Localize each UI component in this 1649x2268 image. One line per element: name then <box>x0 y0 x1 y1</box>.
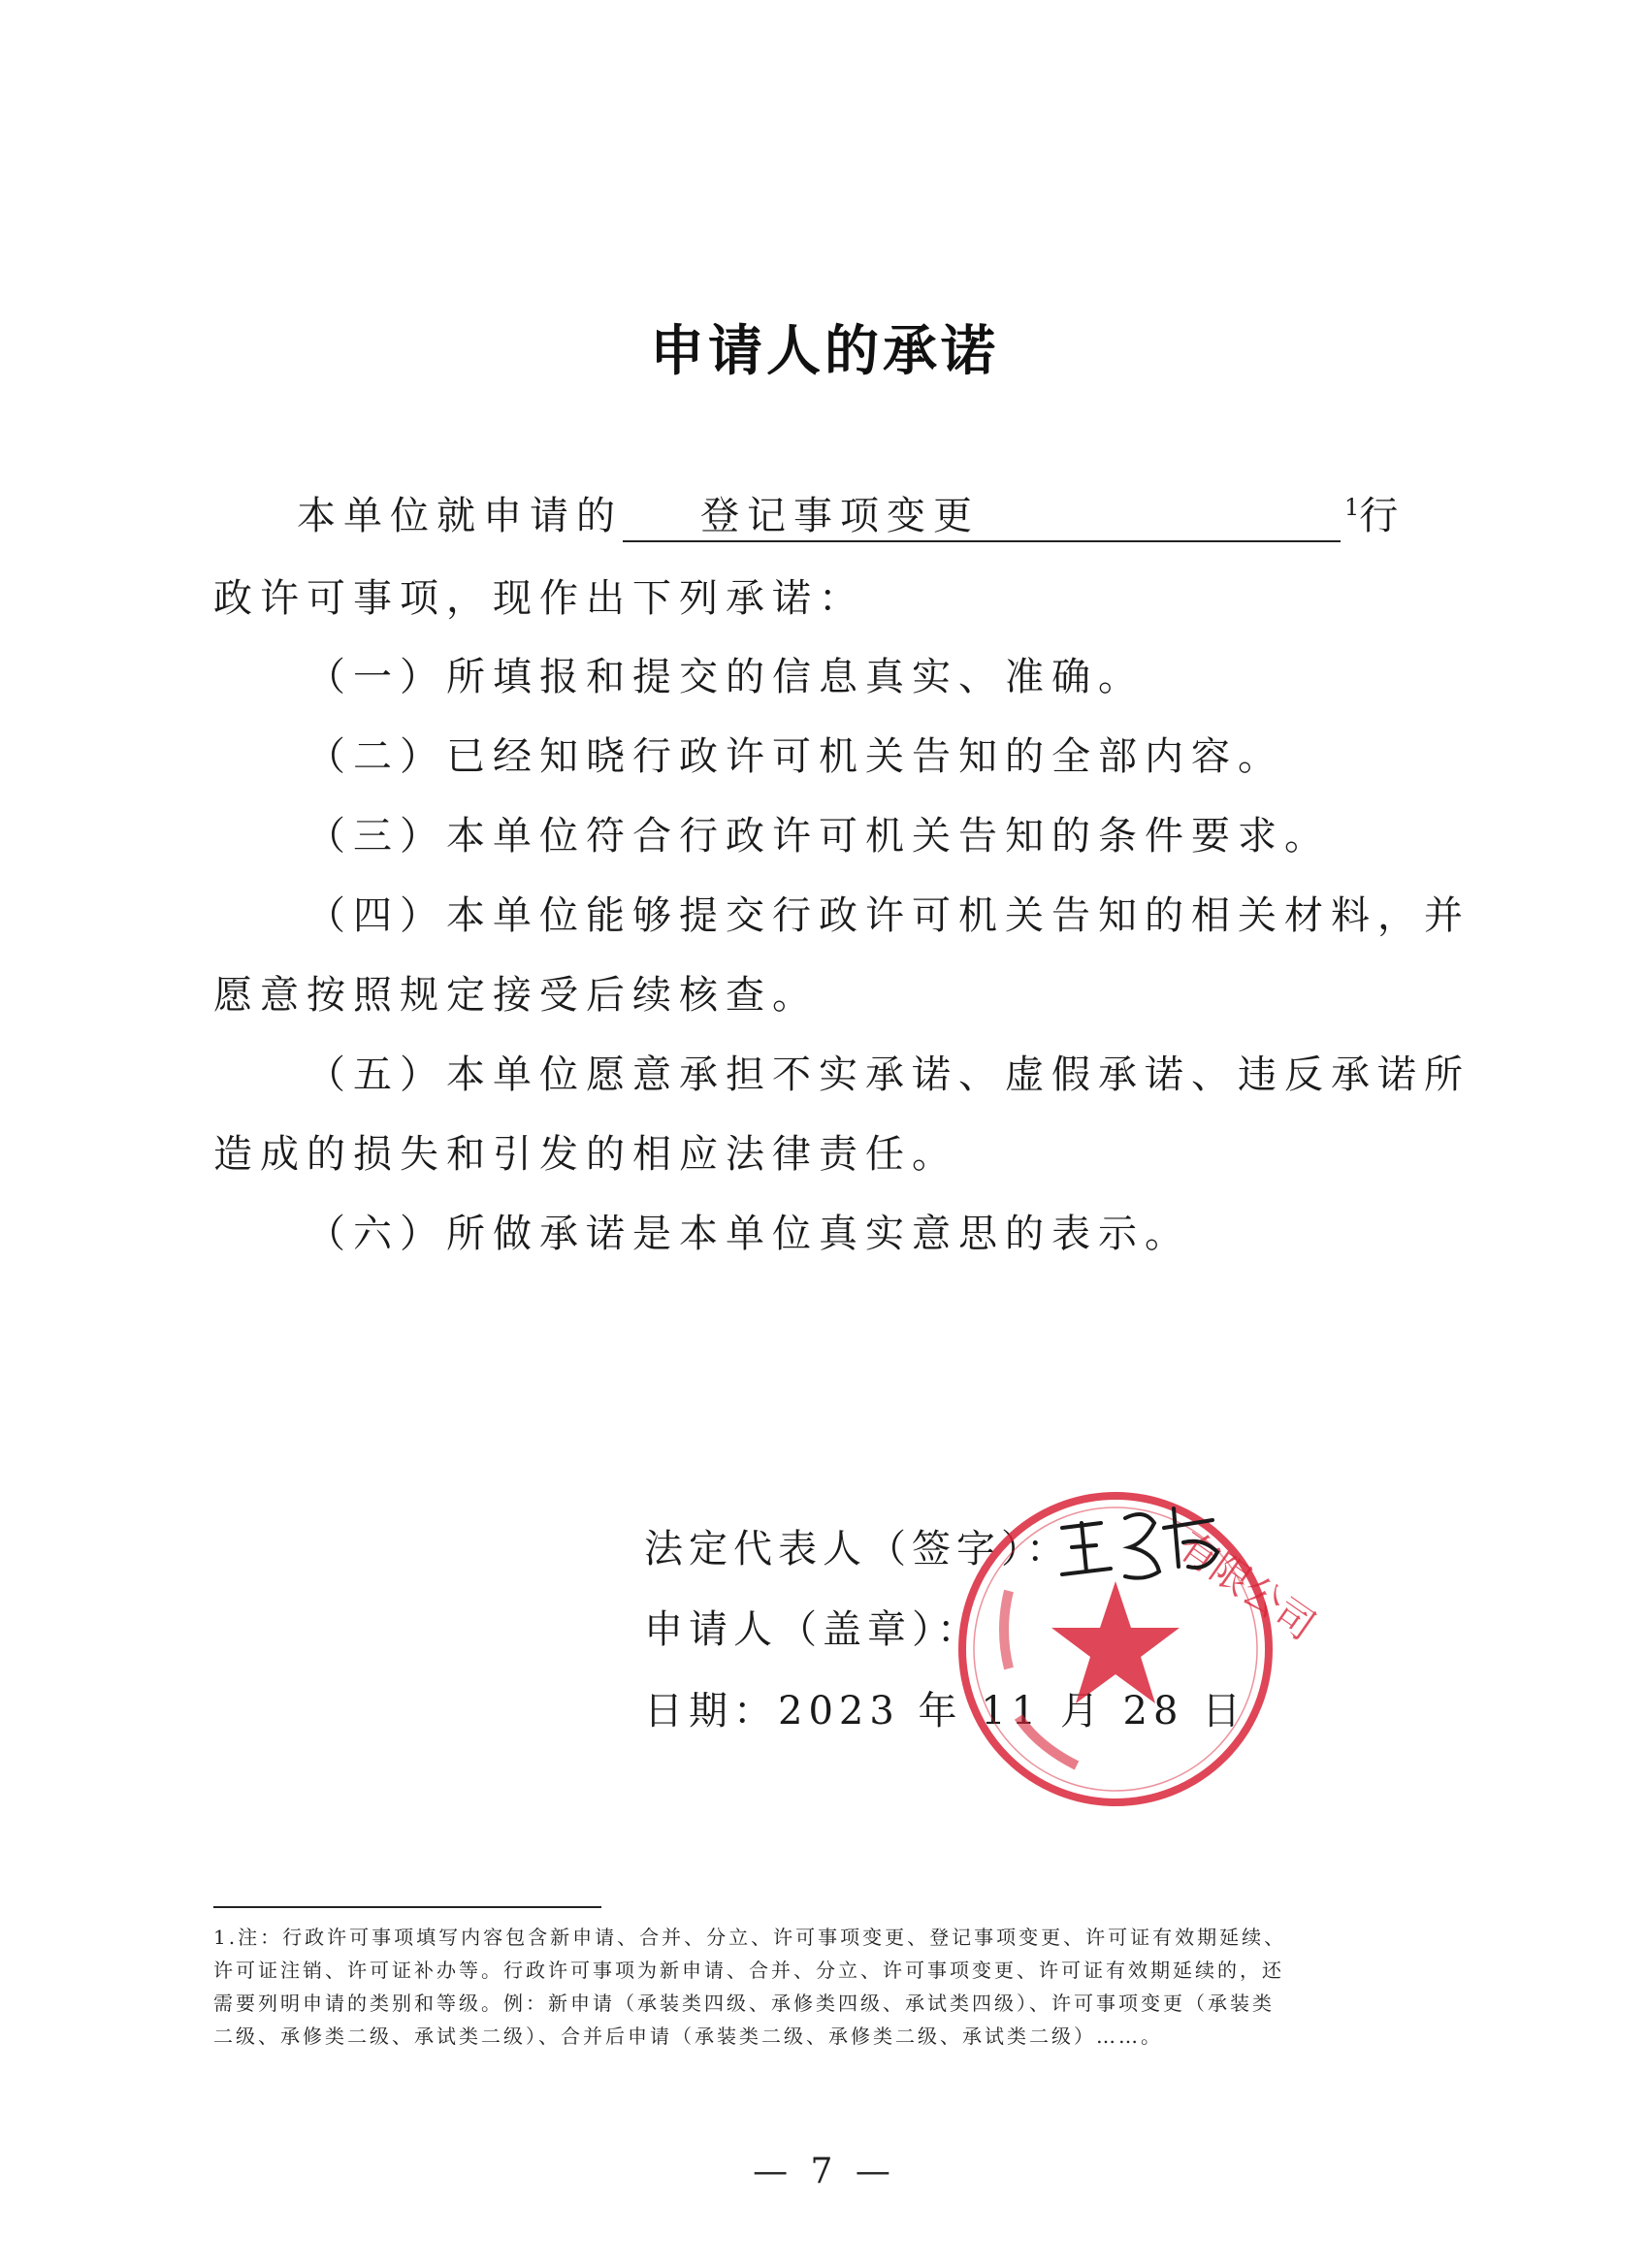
date-label: 日期：2023 年 11 月 28 日 <box>644 1689 1247 1733</box>
seal-star-icon <box>1051 1581 1180 1703</box>
pledge-item-3: （三）本单位符合行政许可机关告知的条件要求。 <box>307 814 1331 859</box>
pledge-item-2: （二）已经知晓行政许可机关告知的全部内容。 <box>307 734 1284 779</box>
intro-item-field: 登记事项变更 <box>623 485 1341 542</box>
intro-suffix: 行 <box>1359 494 1406 538</box>
pledge-item-4-cont: 愿意按照规定接受后续核查。 <box>213 973 819 1018</box>
pledge-item-5-cont: 造成的损失和引发的相应法律责任。 <box>213 1132 958 1177</box>
page-number: — 7 — <box>753 2152 896 2191</box>
footnote-line: 需要列明申请的类别和等级。例：新申请（承装类四级、承修类四级、承试类四级）、许可事项变更（承装类 <box>213 1992 1275 2015</box>
legal-rep-label: 法定代表人（签字）： <box>644 1527 1071 1571</box>
footnote <box>213 1921 1397 2053</box>
footnote-line: 许可证注销、许可证补办等。行政许可事项为新申请、合并、分立、许可事项变更、许可证有效期延续的，还 <box>213 1959 1284 1982</box>
pledge-item-4: （四）本单位能够提交行政许可机关告知的相关材料，并 <box>307 893 1471 938</box>
intro-prefix: 本单位就申请的 <box>297 494 623 538</box>
pledge-item-1: （一）所填报和提交的信息真实、准确。 <box>307 655 1145 699</box>
seal-text: 有限公司 <box>1170 1523 1323 1649</box>
footnote-line: 1.注：行政许可事项填写内容包含新申请、合并、分立、许可事项变更、登记事项变更、许可证有效期延续、 <box>213 1926 1287 1949</box>
pledge-item-5: （五）本单位愿意承担不实承诺、虚假承诺、违反承诺所 <box>307 1053 1471 1097</box>
intro-line-1 <box>297 485 1406 542</box>
handwritten-signature <box>1057 1499 1232 1586</box>
footnote-line: 二级、承修类二级、承试类二级）、合并后申请（承装类二级、承修类二级、承试类二级）……。 <box>213 2025 1163 2048</box>
footnote-divider <box>213 1906 601 1908</box>
document-title: 申请人的承诺 <box>650 320 999 383</box>
pledge-item-6: （六）所做承诺是本单位真实意思的表示。 <box>307 1212 1191 1256</box>
intro-line-2: 政许可事项，现作出下列承诺： <box>213 576 865 621</box>
footnote-ref: 1 <box>1344 493 1360 521</box>
applicant-label: 申请人（盖章）： <box>644 1607 982 1652</box>
